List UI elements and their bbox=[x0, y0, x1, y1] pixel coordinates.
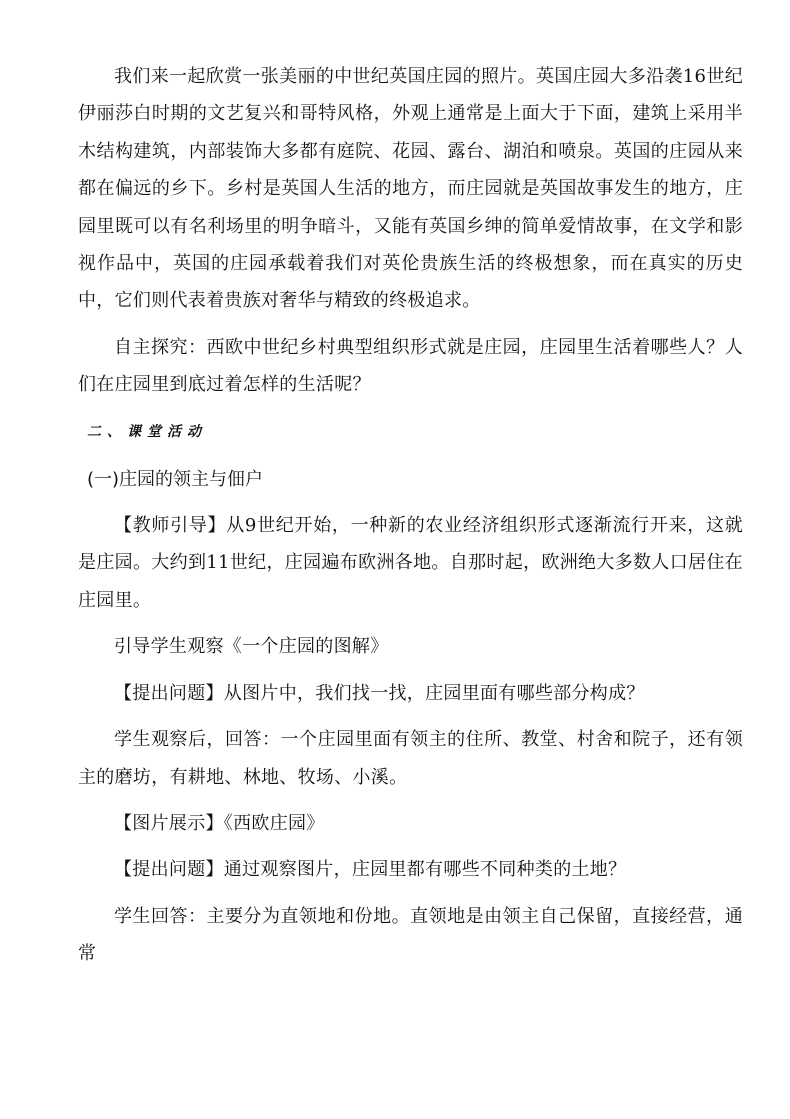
sub-heading: (一)庄园的领主与佃户 bbox=[87, 468, 264, 490]
paragraph-image-show: 【图片展示】《西欧庄园》 bbox=[114, 812, 325, 834]
paragraph-question-land: 【提出问题】通过观察图片，庄园里都有哪些不同种类的土地？ bbox=[114, 859, 627, 881]
paragraph-student-answer: 学生观察后，回答：一个庄园里面有领主的住所、教堂、村舍和院子，还有领主的磨坊，有耕地、林地、牧场、小溪。 bbox=[78, 729, 743, 788]
paragraph-observe-diagram: 引导学生观察《一个庄园的图解》 bbox=[114, 636, 389, 658]
document-body bbox=[78, 58, 743, 973]
section-heading: 二、课堂活动 bbox=[87, 423, 207, 440]
paragraph-self-inquiry: 自主探究：西欧中世纪乡村典型组织形式就是庄园，庄园里生活着哪些人？人们在庄园里到底过着怎样的生活呢？ bbox=[78, 336, 743, 396]
paragraph-teacher-guide: 【教师引导】从9世纪开始，一种新的农业经济组织形式逐渐流行开来，这就是庄园。大约到11世纪，庄园遍布欧洲各地。自那时起，欧洲绝大多数人口居住在庄园里。 bbox=[78, 515, 743, 611]
paragraph-question-parts: 【提出问题】从图片中，我们找一找，庄园里面有哪些部分构成？ bbox=[114, 682, 645, 704]
paragraph-manor-intro: 我们来一起欣赏一张美丽的中世纪英国庄园的照片。英国庄园大多沿袭16世纪伊丽莎白时期的文艺复兴和哥特风格，外观上通常是上面大于下面，建筑上采用半木结构建筑，内部装饰大多都有庭院、花园、露台、湖泊和喷泉。英国的庄园从来都在偏远的乡下。乡村是英国人生活的地方，而庄园就是英国故事发生的地方，庄园里既可以有名利场里的明争暗斗，又能有英国乡绅的简单爱情故事，在文学和影视作品中，英国的庄园承载着我们对英伦贵族生活的终极想象，而在真实的历史中，它们则代表着贵族对奢华与精致的终极追求。 bbox=[78, 66, 743, 312]
paragraph-student-land-answer: 学生回答：主要分为直领地和份地。直领地是由领主自己保留，直接经营，通常 bbox=[78, 905, 743, 965]
